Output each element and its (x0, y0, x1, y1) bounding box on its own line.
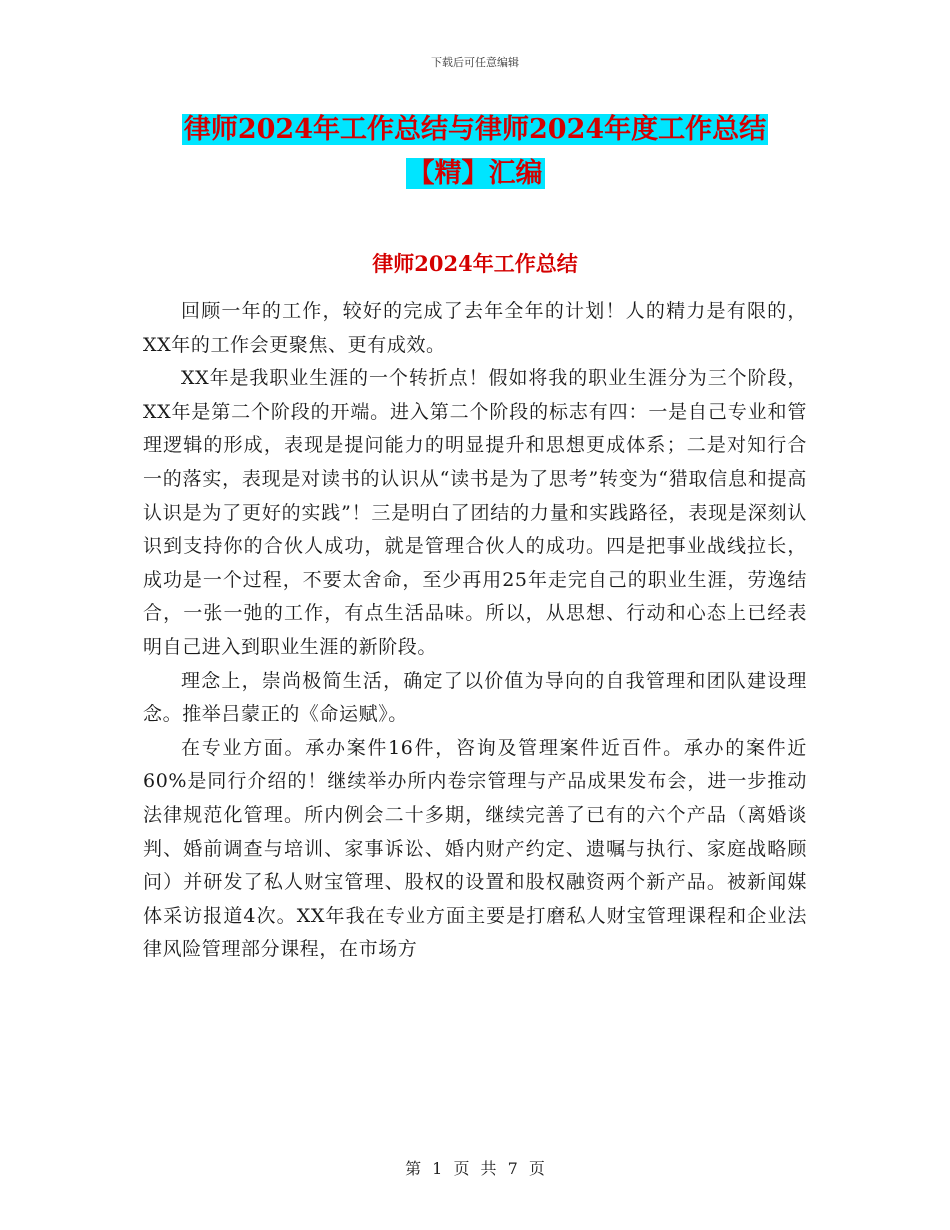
body-content (143, 295, 807, 967)
document-title-line-1 (0, 110, 950, 150)
page-footer: 第 1 页 共 7 页 (405, 1159, 545, 1178)
paragraph: 在专业方面。承办案件16件，咨询及管理案件近百件。承办的案件近60%是同行介绍的！继续举办所内卷宗管理与产品成果发布会，进一步推动法律规范化管理。所内例会二十多期，继续完善了已有的六个产品（离婚谈判、婚前调查与培训、家事诉讼、婚内财产约定、遗嘱与执行、家庭战略顾问）并研发了私人财宝管理、股权的设置和股权融资两个新产品。被新闻媒体采访报道4次。XX年我在专业方面主要是打磨私人财宝管理课程和企业法律风险管理部分课程，在市场方 (143, 736, 807, 961)
document-title-text-1: 律师2024年工作总结与律师2024年度工作总结 (183, 114, 767, 145)
paragraph: 回顾一年的工作，较好的完成了去年全年的计划！人的精力是有限的，XX年的工作会更聚焦、更有成效。 (143, 300, 807, 356)
paragraph: XX年是我职业生涯的一个转折点！假如将我的职业生涯分为三个阶段，XX年是第二个阶段的开端。进入第二个阶段的标志有四：一是自己专业和管理逻辑的形成，表现是提问能力的明显提升和思想更成体系；二是对知行合一的落实，表现是对读书的认识从“读书是为了思考”转变为“猎取信息和提高认识是为了更好的实践”！三是明白了团结的力量和实践路径，表现是深刻认识到支持你的合伙人成功，就是管理合伙人的成功。四是把事业战线拉长，成功是一个过程，不要太舍命，至少再用25年走完自己的职业生涯，劳逸结合，一张一弛的工作，有点生活品味。所以，从思想、行动和心态上已经表明自己进入到职业生涯的新阶段。 (143, 367, 807, 658)
document-title-line-2 (0, 154, 950, 194)
document-title-text-2: 【精】汇编 (407, 158, 543, 189)
section-title: 律师2024年工作总结 (372, 251, 578, 276)
paragraph: 理念上，崇尚极简生活，确定了以价值为导向的自我管理和团队建设理念。推举吕蒙正的《命运赋》。 (143, 669, 807, 726)
header-note: 下载后可任意编辑 (431, 56, 519, 69)
